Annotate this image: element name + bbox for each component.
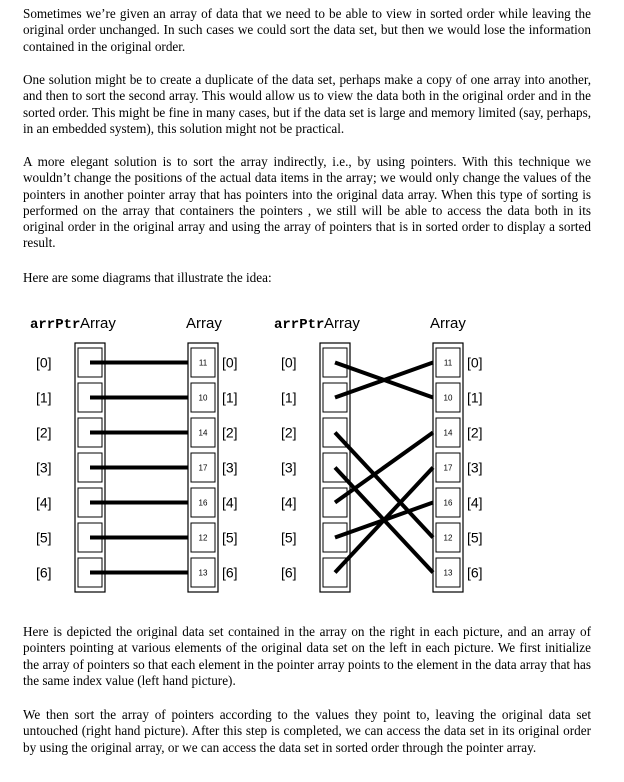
pointer-solution-paragraph: A more elegant solution is to sort the array indirectly, i.e., by using pointers. With this technique we wouldn’t change the positions of the actual data items in the array; we would only change the values of the pointers in another pointer array that has pointers into the original data array. When this type of sorting is performed on the array that containers the pointers , we still will be able to access the data both in its original order in the original array and using the array of pointers that is in sorted order to display a sorted result. (23, 154, 591, 251)
diagram-intro-paragraph: Here are some diagrams that illustrate the idea: (23, 270, 272, 285)
right-data-index-label: [1] (467, 389, 483, 406)
right-data-index-label: [2] (467, 424, 483, 441)
right-pointer-index-label: [5] (281, 529, 297, 546)
right-pointer-index-label: [1] (281, 389, 297, 406)
intro-paragraph: Sometimes we’re given an array of data that we need to be able to view in sorted order while leaving the original order unchanged. In such cases we could sort the data set, but then we would lose the information contained in the original order. (23, 6, 591, 54)
left-ptr-code-title: arrPtr (30, 317, 81, 333)
left-data-index-label: [2] (222, 424, 238, 441)
left-pointer-index-label: [1] (36, 389, 52, 406)
left-data-index-label: [1] (222, 389, 238, 406)
sorted-pointers-paragraph: We then sort the array of pointers according to the values they point to, leaving the original data set untouched (right hand picture). After this step is completed, we can access the data set in its original order by using the original array, or we can access the data set in sorted order through the pointer array. (23, 707, 591, 755)
left-pointer-index-label: [3] (36, 459, 52, 476)
right-data-value: 14 (443, 428, 453, 438)
right-data-value: 11 (443, 358, 453, 368)
left-data-value: 12 (198, 533, 208, 543)
duplicate-solution-paragraph: One solution might be to create a duplicate of the data set, perhaps make a copy of one array into another, and then to sort the second array. This would allow us to view the data both in the original order and in the sorted order. This might be fine in many cases, but if the data set is large and memory limited (say, perhaps, in an embedded system), this solution might not be practical. (23, 72, 591, 136)
right-data-index-label: [0] (467, 354, 483, 371)
left-pointer-index-label: [4] (36, 494, 52, 511)
right-data-index-label: [4] (467, 494, 483, 511)
left-data-index-label: [3] (222, 459, 238, 476)
left-data-index-label: [4] (222, 494, 238, 511)
right-ptr-code-title: arrPtr (274, 317, 325, 333)
right-picture (281, 343, 483, 592)
right-pointer-index-label: [2] (281, 424, 297, 441)
right-data-value: 10 (443, 393, 453, 403)
right-data-value: 17 (443, 463, 453, 473)
right-pointer-index-label: [0] (281, 354, 297, 371)
left-data-index-label: [6] (222, 564, 238, 581)
right-ptr-word-title: Array (324, 315, 360, 332)
pointer-sort-diagram (0, 300, 624, 600)
right-data-index-label: [6] (467, 564, 483, 581)
right-pointer-index-label: [3] (281, 459, 297, 476)
left-data-value: 10 (198, 393, 208, 403)
right-data-value: 12 (443, 533, 453, 543)
left-data-index-label: [5] (222, 529, 238, 546)
left-data-index-label: [0] (222, 354, 238, 371)
right-data-value: 16 (443, 498, 453, 508)
left-array-title: Array (186, 315, 222, 332)
left-ptr-word-title: Array (80, 315, 116, 332)
right-data-value: 13 (443, 568, 453, 578)
left-data-value: 17 (198, 463, 208, 473)
left-pointer-index-label: [5] (36, 529, 52, 546)
left-data-value: 13 (198, 568, 208, 578)
right-pointer-index-label: [4] (281, 494, 297, 511)
right-pointer-index-label: [6] (281, 564, 297, 581)
right-array-title: Array (430, 315, 466, 332)
left-data-value: 16 (198, 498, 208, 508)
explanation-paragraph: Here is depicted the original data set contained in the array on the right in each picture, and an array of pointers pointing at various elements of the original data set on the left in each picture. We first initialize the array of pointers so that each element in the pointer array points to the element in the data array that has the same index value (left hand picture). (23, 624, 591, 688)
left-data-value: 11 (198, 358, 208, 368)
left-pointer-index-label: [2] (36, 424, 52, 441)
left-data-value: 14 (198, 428, 208, 438)
left-pointer-index-label: [6] (36, 564, 52, 581)
right-data-index-label: [5] (467, 529, 483, 546)
left-picture (36, 343, 238, 592)
right-data-index-label: [3] (467, 459, 483, 476)
left-pointer-index-label: [0] (36, 354, 52, 371)
